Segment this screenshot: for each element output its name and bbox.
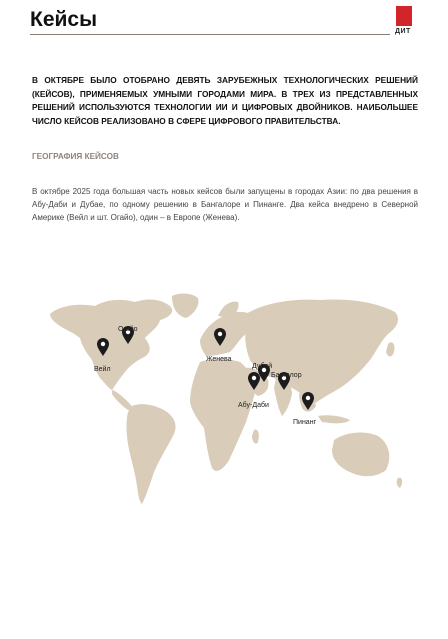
map-pin-label: Женева	[206, 356, 232, 363]
lead-paragraph: В ОКТЯБРЕ БЫЛО ОТОБРАНО ДЕВЯТЬ ЗАРУБЕЖНЫХ ТЕХНОЛОГИЧЕСКИХ РЕШЕНИЙ (КЕЙСОВ), ПРИМЕНЯЕМЫХ УМНЫМИ ГОРОДАМИ МИРА. В ТРЕХ ИЗ ПРЕДСТАВЛЕННЫХ РЕШЕНИЙ ИСПОЛЬЗУЮТСЯ ТЕХНОЛОГИИ ИИ И ЦИФРОВЫХ ДВОЙНИКОВ. НАИБОЛЬШЕЕ ЧИСЛО КЕЙСОВ РЕАЛИЗОВАНО В СФЕРЕ ЦИФРОВОГО ПРАВИТЕЛЬСТВА.	[32, 75, 418, 126]
map-pin-label: Бангалор	[271, 372, 302, 379]
section-title: ГЕОГРАФИЯ КЕЙСОВ	[32, 152, 119, 161]
page-title: Кейсы	[30, 8, 98, 31]
indonesia	[318, 415, 350, 423]
continents	[50, 294, 402, 504]
madagascar	[252, 430, 259, 444]
asia	[245, 300, 398, 405]
australia	[332, 433, 389, 477]
map-pin-dot	[306, 396, 310, 400]
map-pin-label: Абу-Даби	[238, 402, 269, 409]
greenland	[172, 294, 198, 318]
new-zealand	[397, 478, 402, 488]
africa	[190, 359, 256, 471]
map-pin-dot	[252, 376, 256, 380]
map-pin-label: Пинанг	[293, 419, 317, 426]
central-america	[112, 390, 132, 410]
north-america	[50, 299, 172, 390]
south-america	[127, 404, 176, 504]
map-pin-label: Вейл	[94, 366, 111, 373]
map-pin-dot	[218, 332, 222, 336]
map-pin-label: Дубай	[252, 363, 273, 370]
body-paragraph: В октябре 2025 года большая часть новых кейсов были запущены в городах Азии: по два решения в Абу-Даби и Дубае, по одному решению в Бангалоре и Пинанге. Два кейса внедрено в Северной Америке (Вейл и шт. Огайо), один – в Европе (Женева).	[32, 187, 418, 222]
map-pin-dot	[101, 342, 105, 346]
japan	[386, 342, 395, 356]
map-pin-label: Огайо	[118, 326, 138, 333]
logo-text: ДИТ	[395, 28, 411, 35]
